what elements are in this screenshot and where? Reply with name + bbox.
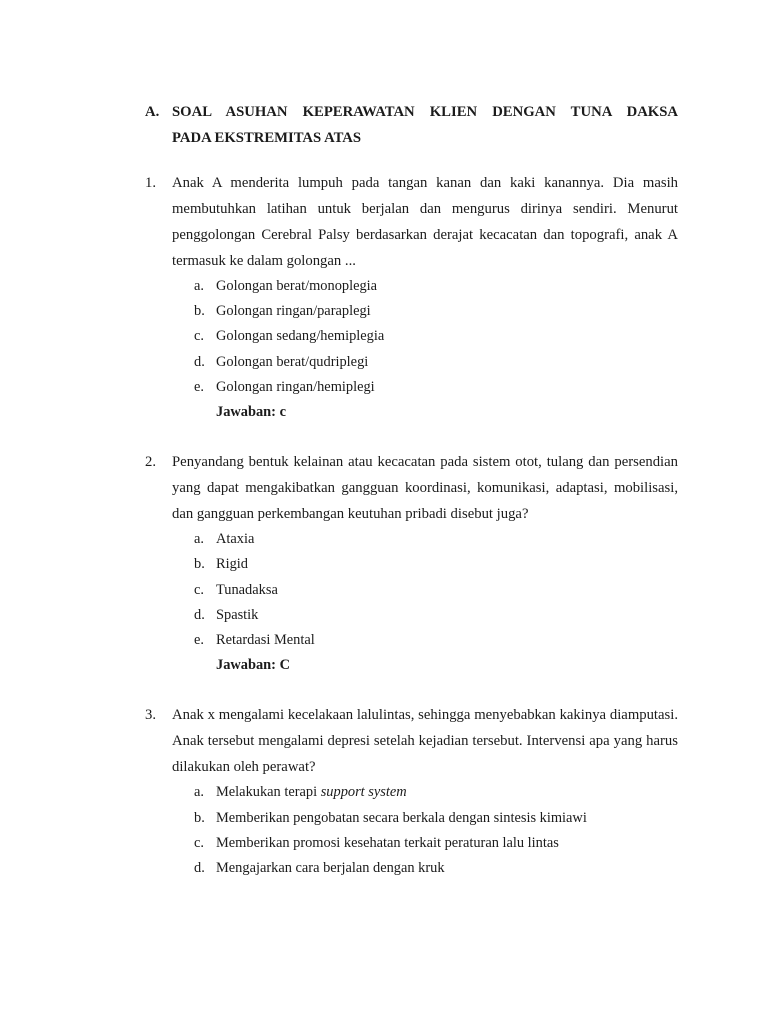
option-marker: e. bbox=[194, 378, 204, 395]
option-item[interactable] bbox=[172, 375, 678, 400]
section-heading-body bbox=[172, 99, 678, 151]
answer-line: Jawaban: C bbox=[216, 657, 290, 674]
option-text: Golongan ringan/paraplegi bbox=[216, 303, 371, 320]
section-heading-line-2: PADA EKSTREMITAS ATAS bbox=[172, 130, 362, 146]
question-text: Anak A menderita lumpuh pada tangan kanan dan kaki kanannya. Dia masih membutuhkan latihan untuk berjalan dan mengurus dirinya sendiri. Menurut penggolongan Cerebral Palsy berdasarkan derajat kecacatan dan topografi, anak A termasuk ke dalam golongan ... bbox=[172, 175, 678, 269]
option-marker: a. bbox=[194, 278, 204, 294]
option-item[interactable] bbox=[172, 350, 678, 375]
option-item[interactable] bbox=[172, 552, 678, 577]
question-block bbox=[145, 449, 678, 678]
question-body bbox=[172, 170, 678, 425]
option-item[interactable] bbox=[172, 603, 678, 628]
option-marker: c. bbox=[194, 834, 204, 851]
option-item[interactable] bbox=[172, 806, 678, 831]
question-number: 1. bbox=[145, 175, 157, 191]
question-block bbox=[145, 702, 678, 881]
option-text: Golongan berat/monoplegia bbox=[216, 278, 378, 294]
question-block bbox=[145, 170, 678, 425]
option-text: Tunadaksa bbox=[216, 581, 278, 598]
option-marker: e. bbox=[194, 632, 204, 649]
section-marker: A. bbox=[145, 104, 160, 120]
option-marker: d. bbox=[194, 353, 205, 370]
option-item[interactable] bbox=[172, 856, 678, 881]
option-item[interactable] bbox=[172, 578, 678, 603]
spacer bbox=[145, 425, 678, 449]
option-text: Golongan berat/qudriplegi bbox=[216, 353, 369, 370]
document-content bbox=[145, 99, 678, 881]
spacer bbox=[145, 151, 678, 170]
option-marker: d. bbox=[194, 860, 205, 877]
option-item[interactable] bbox=[172, 324, 678, 349]
option-item[interactable] bbox=[172, 274, 678, 299]
question-number: 3. bbox=[145, 707, 157, 724]
option-item[interactable] bbox=[172, 299, 678, 324]
option-list bbox=[172, 274, 678, 400]
answer-line: Jawaban: c bbox=[216, 404, 286, 421]
option-marker: d. bbox=[194, 606, 205, 623]
option-text: Spastik bbox=[216, 606, 259, 623]
option-text: Rigid bbox=[216, 556, 248, 573]
option-marker: b. bbox=[194, 809, 205, 826]
option-item[interactable] bbox=[172, 831, 678, 856]
spacer bbox=[145, 678, 678, 702]
option-text: Memberikan pengobatan secara berkala dengan sintesis kimiawi bbox=[216, 809, 587, 826]
question-text: Anak x mengalami kecelakaan lalulintas, sehingga menyebabkan kakinya diamputasi. Anak tersebut mengalami depresi setelah kejadian tersebut. Intervensi apa yang harus dilakukan oleh perawat? bbox=[172, 707, 678, 776]
question-body bbox=[172, 449, 678, 678]
section-heading-line-1: SOAL ASUHAN KEPERAWATAN KLIEN DENGAN TUNA DAKSA bbox=[172, 104, 678, 120]
option-list bbox=[172, 780, 678, 881]
option-text: Ataxia bbox=[216, 531, 255, 548]
option-text-italic: support system bbox=[320, 784, 407, 801]
question-text: Penyandang bentuk kelainan atau kecacatan pada sistem otot, tulang dan persendian yang dapat mengakibatkan gangguan koordinasi, komunikasi, adaptasi, mobilisasi, dan gangguan perkembangan keutuhan pribadi disebut juga? bbox=[172, 454, 678, 523]
option-item[interactable] bbox=[172, 780, 678, 805]
question-body bbox=[172, 702, 678, 881]
option-marker: a. bbox=[194, 531, 204, 548]
option-text: Golongan ringan/hemiplegi bbox=[216, 378, 375, 395]
option-marker: b. bbox=[194, 303, 205, 320]
option-text: Memberikan promosi kesehatan terkait peraturan lalu lintas bbox=[216, 834, 559, 851]
section-heading bbox=[145, 99, 678, 151]
option-marker: c. bbox=[194, 328, 204, 345]
question-number: 2. bbox=[145, 454, 157, 471]
option-marker: a. bbox=[194, 784, 204, 801]
option-text: Mengajarkan cara berjalan dengan kruk bbox=[216, 860, 445, 877]
option-list bbox=[172, 527, 678, 653]
option-text: Golongan sedang/hemiplegia bbox=[216, 328, 385, 345]
option-text: Melakukan terapi support system bbox=[216, 784, 407, 801]
option-text: Retardasi Mental bbox=[216, 632, 315, 649]
option-item[interactable] bbox=[172, 628, 678, 653]
option-marker: b. bbox=[194, 556, 205, 573]
option-item[interactable] bbox=[172, 527, 678, 552]
option-marker: c. bbox=[194, 581, 204, 598]
questions-list bbox=[145, 170, 678, 881]
